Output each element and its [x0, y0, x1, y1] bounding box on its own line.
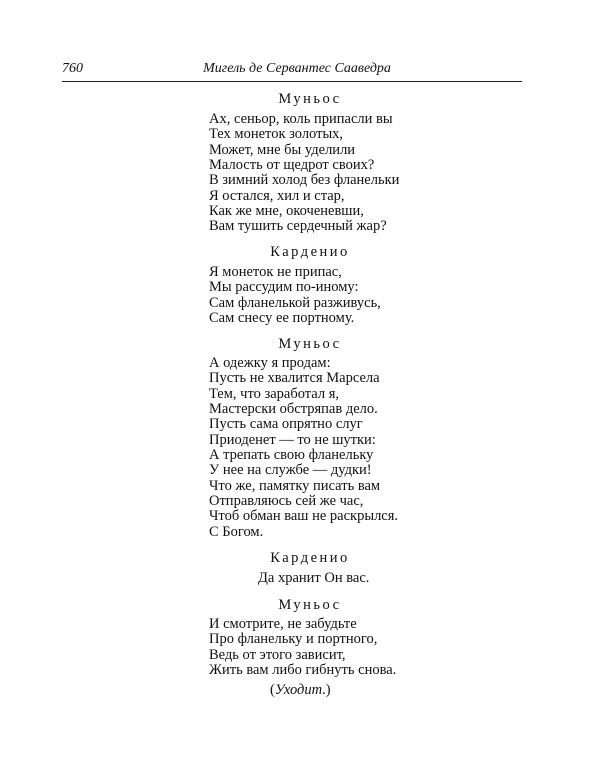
verse-line: Может, мне бы уделили [209, 141, 356, 158]
verse-line: Тем, что заработал я, [209, 385, 339, 402]
speaker-name: Муньос [278, 597, 342, 613]
running-title: Мигель де Сервантес Сааведра [203, 61, 391, 76]
verse-line: Я остался, хил и стар, [209, 187, 345, 204]
verse-line: С Богом. [209, 523, 264, 540]
verse-line: Как же мне, окоченевши, [209, 203, 364, 220]
verse-line: А трепать свою фланельку [209, 447, 374, 464]
verse-block [209, 617, 396, 678]
verse-line: Чтоб обман ваш не раскрылся. [209, 508, 399, 525]
verse-line: Жить вам либо гибнуть снова. [209, 662, 397, 679]
verse-line: Ведь от этого зависит, [209, 646, 346, 663]
verse-line: Малость от щедрот своих? [209, 157, 375, 174]
speaker-name: Карденио [270, 550, 350, 566]
verse-line: Мастерски обстряпав дело. [209, 401, 378, 418]
verse-line: И смотрите, не забудьте [209, 616, 357, 632]
verse-line: Да хранит Он вас. [258, 570, 370, 586]
verse-line: А одежку я продам: [209, 355, 331, 371]
page-number: 760 [62, 61, 83, 76]
verse-line: Ах, сеньор, коль припасли вы [209, 111, 393, 127]
speaker-name: Муньос [278, 91, 342, 107]
paren-open: ( [270, 682, 275, 698]
verse-line: У нее на службе — дудки! [209, 462, 372, 479]
verse-line: Сам фланелькой разживусь, [209, 294, 381, 311]
verse-line: Сам снесу ее портному. [209, 310, 355, 327]
verse-block [209, 265, 381, 326]
verse-line: Что же, памятку писать вам [209, 477, 381, 494]
verse-line: В зимний холод без фланельки [209, 172, 400, 189]
stage-direction [270, 682, 331, 699]
verse-line: Про фланельку и портного, [209, 631, 378, 648]
speaker-name: Муньос [278, 336, 342, 352]
verse-line: Приоденет — то не шутки: [209, 431, 376, 448]
paren-close: .) [322, 682, 331, 698]
verse-block [209, 356, 398, 540]
verse-line: Мы рассудим по-иному: [209, 279, 359, 296]
verse-line: Пусть не хвалится Марсела [209, 370, 380, 387]
verse-line: Тех монеток золотых, [209, 126, 344, 143]
verse-line: Пусть сама опрятно слуг [209, 416, 363, 433]
header-rule [62, 81, 522, 82]
verse-line: Отправляюсь сей же час, [209, 493, 364, 510]
speaker-name: Карденио [270, 244, 350, 260]
verse-line: Я монеток не припас, [209, 264, 342, 280]
stage-direction-text: Уходит [274, 682, 323, 698]
verse-block [209, 112, 399, 235]
verse-line: Вам тушить сердечный жар? [209, 218, 387, 235]
